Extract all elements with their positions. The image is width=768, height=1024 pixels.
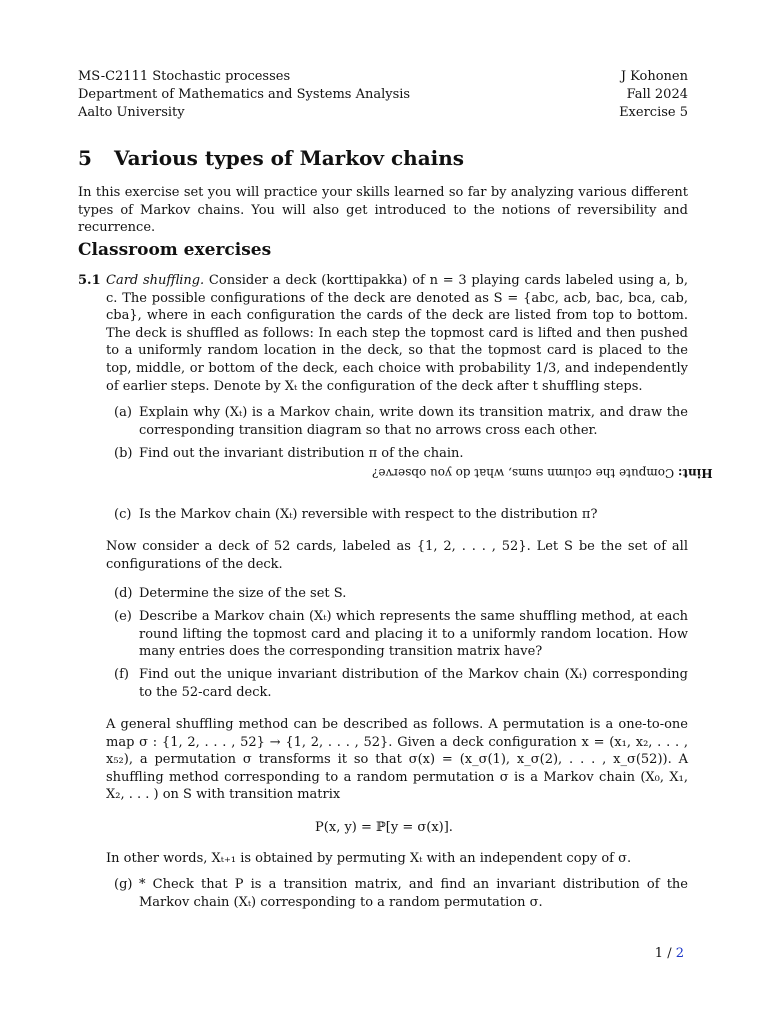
item-label: (c) xyxy=(114,507,132,522)
item-text: Find out the invariant distribution π of the chain. xyxy=(139,446,464,461)
university-name: Aalto University xyxy=(78,105,185,120)
hint-upside-down xyxy=(372,466,713,480)
exercise-5-1 xyxy=(78,272,688,395)
item-b xyxy=(114,445,688,463)
item-label: (b) xyxy=(114,446,133,461)
hint-label: Hint: xyxy=(678,466,713,480)
course-name: MS-C2111 Stochastic processes xyxy=(78,69,291,84)
department-name: Department of Mathematics and Systems Analysis xyxy=(78,87,411,102)
item-d xyxy=(114,585,688,603)
exercise-label: 5.1 xyxy=(78,273,101,288)
item-label: (g) xyxy=(114,877,133,892)
intro-paragraph: In this exercise set you will practice your skills learned so far by analyzing various different types of Markov chains. You will also get introduced to the notions of reversibility and recurrence. xyxy=(78,185,688,235)
item-text: Describe a Markov chain (Xₜ) which represents the same shuffling method, at each round lifting the topmost card and placing it to a uniformly random location. How many entries does the corresponding transition matrix have? xyxy=(139,609,688,660)
item-g xyxy=(114,876,688,911)
section-number: 5 xyxy=(78,146,92,170)
exercise-topic: Card shuffling. xyxy=(106,273,205,288)
item-text: Find out the unique invariant distribution of the Markov chain (Xₜ) corresponding to the 52-card deck. xyxy=(139,667,688,700)
paragraph-general-shuffle: A general shuffling method can be described as follows. A permutation is a one-to-one map σ : {1, 2, . . . , 52} → {1, 2, . . . , 52}. Given a deck configuration x = (x₁, x₂, . . . , x₅₂), a permutation σ transforms it so that σ(x) = (x_σ(1), x_σ(2), . . . , x_σ(52)). A shuffling method corresponding to a random permutation σ is a Markov chain (X₀, X₁, X₂, . . . ) on S with transition matrix xyxy=(106,717,688,802)
page-separator: / xyxy=(667,946,672,961)
item-text: * Check that P is a transition matrix, and find an invariant distribution of the Markov chain (Xₜ) corresponding to a random permutation σ. xyxy=(139,877,688,910)
term: Fall 2024 xyxy=(626,87,688,102)
item-label: (a) xyxy=(114,405,132,420)
document-header xyxy=(78,68,688,122)
item-text: Explain why (Xₜ) is a Markov chain, write down its transition matrix, and draw the corresponding transition diagram so that no arrows cross each other. xyxy=(139,405,688,438)
section-title xyxy=(78,146,464,170)
item-c xyxy=(114,506,688,524)
exercise-text: Consider a deck (korttipakka) of n = 3 playing cards labeled using a, b, c. The possible configurations of the deck are denoted as S = {abc, acb, bac, bca, cab, cba}, where in each configuration the cards of the deck are listed from top to bottom. The deck is shuffled as follows: In each step the topmost card is lifted and then pushed to a uniformly random location in the deck, so that the topmost card is placed to the top, middle, or bottom of the deck, each choice with probability 1/3, and independently of earlier steps. Denote by Xₜ the configuration of the deck after t shuffling steps. xyxy=(106,273,688,394)
total-pages-link[interactable]: 2 xyxy=(675,946,684,961)
exercise-number: Exercise 5 xyxy=(619,105,688,120)
current-page: 1 xyxy=(654,946,664,961)
item-text: Is the Markov chain (Xₜ) reversible with respect to the distribution π? xyxy=(139,507,598,522)
hint-text: Compute the column sums, what do you observe? xyxy=(372,466,675,480)
page-indicator xyxy=(655,946,684,961)
paragraph-in-other-words: In other words, Xₜ₊₁ is obtained by permuting Xₜ with an independent copy of σ. xyxy=(106,851,632,866)
subsection-title: Classroom exercises xyxy=(78,240,272,260)
item-text: Determine the size of the set S. xyxy=(139,586,347,601)
author-name: J Kohonen xyxy=(620,69,688,84)
item-label: (d) xyxy=(114,586,133,601)
item-label: (e) xyxy=(114,609,132,624)
transition-equation: P(x, y) = ℙ[y = σ(x)]. xyxy=(315,820,453,835)
item-a xyxy=(114,404,688,439)
item-label: (f) xyxy=(114,667,129,682)
item-e xyxy=(114,608,688,661)
item-f xyxy=(114,666,688,701)
section-title-text: Various types of Markov chains xyxy=(114,146,465,170)
paragraph-52-cards: Now consider a deck of 52 cards, labeled as {1, 2, . . . , 52}. Let S be the set of all configurations of the deck. xyxy=(106,539,688,572)
